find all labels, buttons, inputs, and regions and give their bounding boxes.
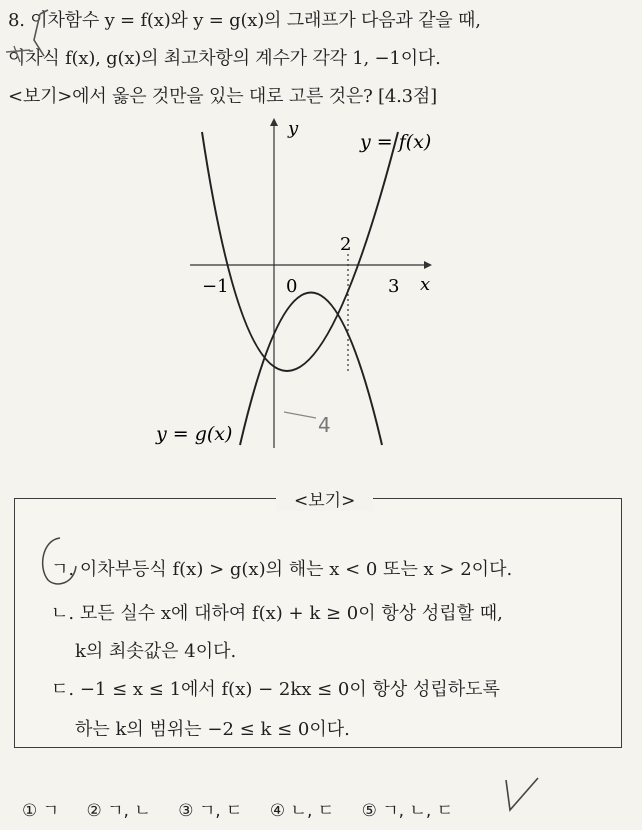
function-graph bbox=[150, 110, 460, 455]
choice-5[interactable]: ⑤ ㄱ, ㄴ, ㄷ bbox=[361, 801, 454, 821]
tick-label-0: 0 bbox=[286, 276, 298, 297]
choice-4[interactable]: ④ ㄴ, ㄷ bbox=[269, 801, 335, 821]
f-curve bbox=[202, 132, 398, 371]
tick-label-2: 2 bbox=[340, 234, 352, 255]
bogi-item-2-line-2: k의 최솟값은 4이다. bbox=[75, 641, 237, 662]
bogi-title: <보기> bbox=[276, 486, 373, 511]
bogi-item-2-line-1: ㄴ. 모든 실수 x에 대하여 f(x) + k ≥ 0이 항상 성립할 때, bbox=[51, 603, 503, 624]
bogi-item-3-line-1: ㄷ. −1 ≤ x ≤ 1에서 f(x) − 2kx ≤ 0이 항상 성립하도록 bbox=[51, 679, 500, 700]
x-axis-label: x bbox=[420, 274, 431, 295]
handwritten-stroke bbox=[284, 412, 316, 418]
question-line-2: 이차식 f(x), g(x)의 최고차항의 계수가 각각 1, −1이다. bbox=[8, 48, 441, 69]
tick-label-neg1: −1 bbox=[202, 276, 229, 297]
question-line-3: <보기>에서 옳은 것만을 있는 대로 고른 것은? [4.3점] bbox=[8, 86, 437, 107]
y-axis-arrow bbox=[270, 118, 278, 126]
g-label: y = g(x) bbox=[156, 423, 233, 445]
bogi-item-3-line-2: 하는 k의 범위는 −2 ≤ k ≤ 0이다. bbox=[75, 719, 350, 740]
bogi-section bbox=[14, 486, 624, 750]
question-line-1: 8. 이차함수 y = f(x)와 y = g(x)의 그래프가 다음과 같을 때, bbox=[8, 10, 481, 31]
choice-1[interactable]: ① ㄱ bbox=[22, 801, 60, 821]
bogi-item-1: ㄱ. 이차부등식 f(x) > g(x)의 해는 x < 0 또는 x > 2이다. bbox=[51, 559, 513, 580]
handwritten-note: 4 bbox=[318, 413, 331, 437]
y-axis-label: y bbox=[288, 118, 299, 139]
answer-choices bbox=[22, 796, 475, 821]
x-axis-arrow bbox=[424, 261, 432, 269]
handwritten-answer-check bbox=[488, 770, 548, 820]
choice-3[interactable]: ③ ㄱ, ㄷ bbox=[178, 801, 243, 821]
g-curve bbox=[240, 293, 382, 446]
choice-2[interactable]: ② ㄱ, ㄴ bbox=[86, 801, 151, 821]
tick-label-3: 3 bbox=[388, 276, 400, 297]
bogi-box bbox=[14, 498, 622, 748]
f-label: y = f(x) bbox=[360, 131, 432, 153]
